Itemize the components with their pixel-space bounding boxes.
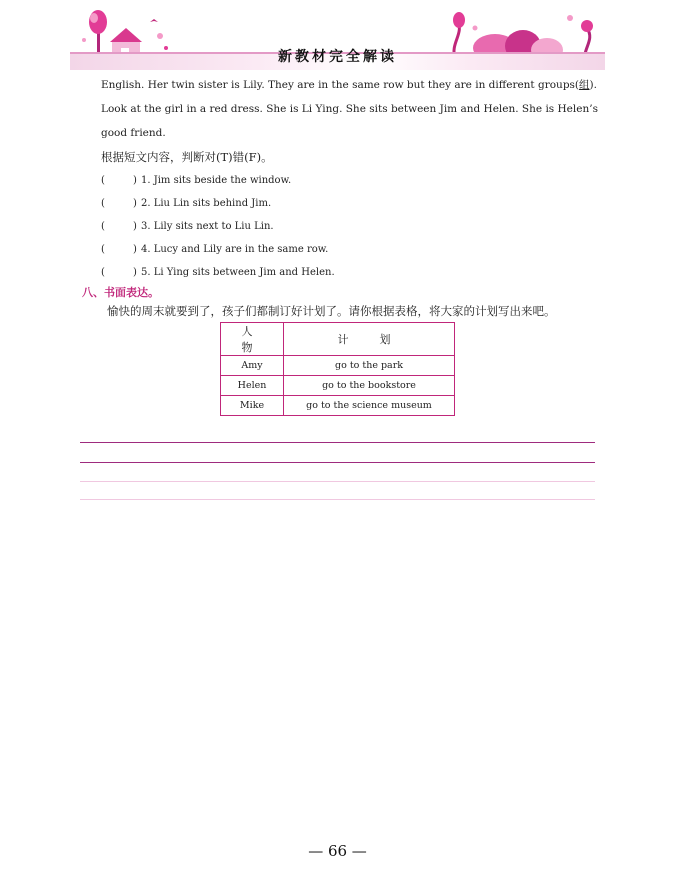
page-header [70,8,605,78]
answer-blank[interactable]: ( [101,244,105,255]
question-text: 4. Lucy and Lily are in the same row. [141,244,329,255]
answer-blank[interactable]: ( [101,267,105,278]
main-content [101,73,598,284]
plan-cell: go to the bookstore [284,376,455,396]
instruction-text: 根据短文内容，判断对(T)错(F)。 [101,150,273,164]
question-text: 2. Liu Lin sits behind Jim. [141,198,272,209]
passage-line [101,73,595,97]
question-row: ( ) 1. Jim sits beside the window. [101,175,292,186]
plan-cell: go to the science museum [284,396,455,416]
column-header-person: 人 物 [221,323,284,356]
person-cell: Mike [221,396,284,416]
passage-note: 组 [579,79,590,91]
column-header-plan: 计 划 [284,323,455,356]
table-header-row [221,323,455,356]
question-text: 1. Jim sits beside the window. [141,175,292,186]
answer-blank[interactable]: ( [101,221,105,232]
table-row [221,356,455,376]
section-prompt: 愉快的周末就要到了，孩子们都制订好计划了。请你根据表格，将大家的计划写出来吧。 [107,304,556,318]
plan-cell: go to the park [284,356,455,376]
passage-text: ). [589,79,597,91]
question-text: 5. Li Ying sits between Jim and Helen. [141,267,335,278]
section-title: 八、书面表达。 [82,286,159,299]
question-row: ( ) 3. Lily sits next to Liu Lin. [101,221,274,232]
plan-table [220,322,455,416]
question-row: ( ) 5. Li Ying sits between Jim and Helen. [101,267,335,278]
person-cell: Amy [221,356,284,376]
passage-text: English. Her twin sister is Lily. They are in the same row but they are in different groups( [101,79,580,91]
book-title: 新教材完全解读 [278,49,397,65]
passage-line: Look at the girl in a red dress. She is Li Ying. She sits between Jim and Helen. She is Helen’s [101,103,598,115]
page-number: — 66 — [308,842,367,860]
question-text: 3. Lily sits next to Liu Lin. [141,221,274,232]
question-row: ( ) 4. Lucy and Lily are in the same row. [101,244,329,255]
answer-blank[interactable]: ( [101,175,105,186]
person-cell: Helen [221,376,284,396]
table-row [221,396,455,416]
question-row: ( ) 2. Liu Lin sits behind Jim. [101,198,272,209]
writing-line[interactable] [80,499,595,500]
passage-line: good friend. [101,127,166,139]
writing-line[interactable] [80,481,595,482]
table-row [221,376,455,396]
writing-line[interactable] [80,442,595,443]
writing-line[interactable] [80,462,595,463]
answer-blank[interactable]: ( [101,198,105,209]
